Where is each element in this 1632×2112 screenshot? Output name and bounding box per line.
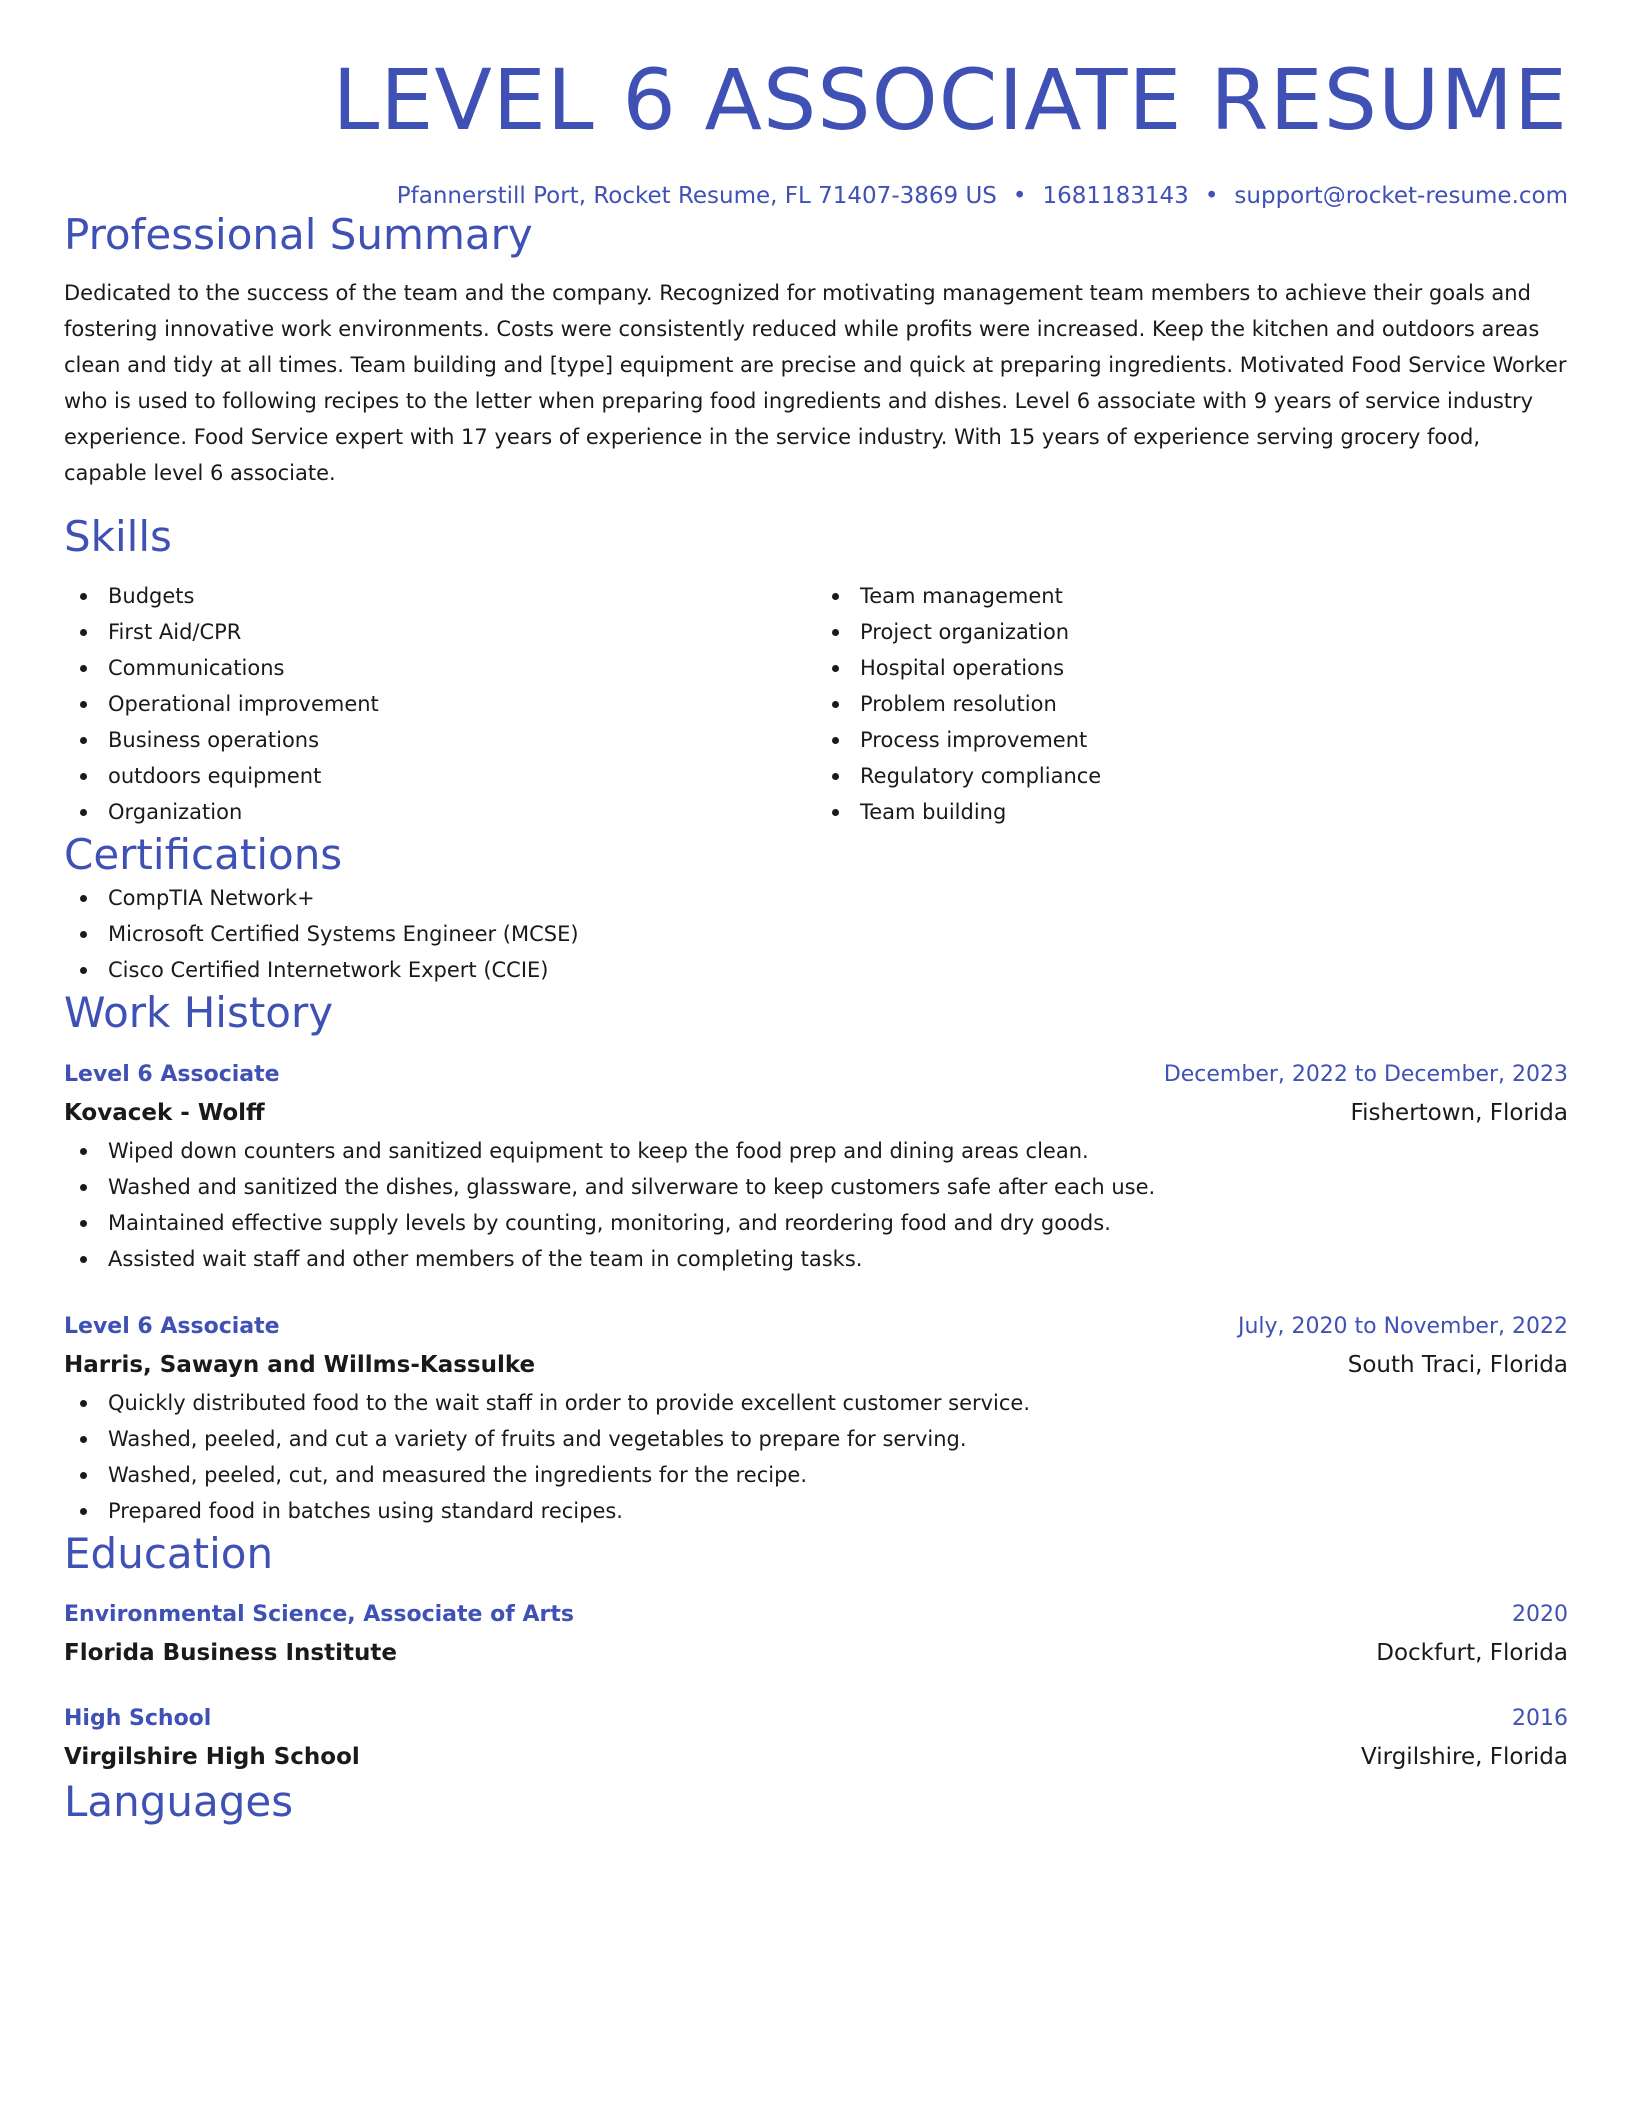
education-year: 2016: [1512, 1706, 1568, 1732]
job-role: Level 6 Associate: [64, 1313, 280, 1339]
education-location: Virgilshire, Florida: [1361, 1744, 1568, 1771]
skill-item: Process improvement: [816, 722, 1568, 758]
contact-email: support@rocket-resume.com: [1234, 182, 1568, 209]
education-year: 2020: [1512, 1602, 1568, 1628]
contact-address: Pfannerstill Port, Rocket Resume, FL 71407-3869 US: [396, 182, 997, 209]
job-location: Fishertown, Florida: [1350, 1099, 1568, 1126]
contact-separator: •: [1204, 182, 1219, 209]
certifications-heading: Certifications: [64, 829, 343, 879]
job-duties: [64, 1385, 1568, 1529]
contact-phone: 1681183143: [1042, 182, 1189, 209]
education-school: Virgilshire High School: [64, 1744, 360, 1771]
job-duties: [64, 1133, 1568, 1277]
education-entry: [64, 1701, 1568, 1777]
job-duty: Washed and sanitized the dishes, glassware, and silverware to keep customers safe after each use.: [64, 1169, 1568, 1205]
resume-title: LEVEL 6 ASSOCIATE RESUME: [332, 51, 1568, 149]
job-company: Kovacek - Wolff: [64, 1099, 265, 1126]
summary-text: Dedicated to the success of the team and the company. Recognized for motivating management team members to achieve their goals and fostering innovative work environments. Costs were consistently reduced while profits were increased. Keep the kitchen and outdoors areas clean and tidy at all times. Team building and [type] equipment are precise and quick at preparing ingredients. Motivated Food Service Worker who is used to following recipes to the letter when preparing food ingredients and dishes. Level 6 associate with 9 years of service industry experience. Food Service expert with 17 years of experience in the service industry. With 15 years of experience serving grocery food, capable level 6 associate.: [64, 280, 1567, 485]
certification-item: Cisco Certified Internetwork Expert (CCIE): [64, 952, 1568, 988]
job-entry: [64, 1057, 1568, 1277]
certifications-list: [64, 880, 1568, 988]
job-duty: Prepared food in batches using standard recipes.: [64, 1493, 1568, 1529]
job-company: Harris, Sawayn and Willms-Kassulke: [64, 1351, 536, 1378]
job-entry: [64, 1309, 1568, 1529]
work-history-heading: Work History: [64, 988, 334, 1038]
job-duty: Assisted wait staff and other members of the team in completing tasks.: [64, 1241, 1568, 1277]
contact-line: [64, 183, 1568, 211]
skill-item: Project organization: [816, 614, 1568, 650]
education-degree: High School: [64, 1706, 212, 1732]
education-school: Florida Business Institute: [64, 1640, 397, 1667]
skill-item: Business operations: [64, 722, 816, 758]
skills-heading: Skills: [64, 511, 172, 561]
skills-column-right: [816, 578, 1568, 830]
job-role: Level 6 Associate: [64, 1061, 280, 1087]
job-duty: Quickly distributed food to the wait staff in order to provide excellent customer service.: [64, 1385, 1568, 1421]
education-degree: Environmental Science, Associate of Arts: [64, 1602, 574, 1628]
skill-item: outdoors equipment: [64, 758, 816, 794]
skill-item: Problem resolution: [816, 686, 1568, 722]
job-duty: Washed, peeled, cut, and measured the ingredients for the recipe.: [64, 1457, 1568, 1493]
certification-item: CompTIA Network+: [64, 880, 1568, 916]
skill-item: Budgets: [64, 578, 816, 614]
skill-item: Communications: [64, 650, 816, 686]
summary-heading: Professional Summary: [64, 210, 533, 260]
skill-item: Team building: [816, 794, 1568, 830]
languages-heading: Languages: [64, 1777, 294, 1827]
job-dates: July, 2020 to November, 2022: [1237, 1313, 1568, 1339]
certification-item: Microsoft Certified Systems Engineer (MCSE): [64, 916, 1568, 952]
contact-separator: •: [1012, 182, 1027, 209]
skill-item: Hospital operations: [816, 650, 1568, 686]
skill-item: Team management: [816, 578, 1568, 614]
skills-column-left: [64, 578, 816, 830]
skill-item: First Aid/CPR: [64, 614, 816, 650]
education-location: Dockfurt, Florida: [1376, 1640, 1568, 1667]
education-entry: [64, 1597, 1568, 1673]
job-dates: December, 2022 to December, 2023: [1163, 1061, 1568, 1087]
job-duty: Maintained effective supply levels by counting, monitoring, and reordering food and dry goods.: [64, 1205, 1568, 1241]
skill-item: Regulatory compliance: [816, 758, 1568, 794]
job-duty: Wiped down counters and sanitized equipment to keep the food prep and dining areas clean.: [64, 1133, 1568, 1169]
skill-item: Organization: [64, 794, 816, 830]
education-heading: Education: [64, 1528, 274, 1578]
skill-item: Operational improvement: [64, 686, 816, 722]
job-duty: Washed, peeled, and cut a variety of fruits and vegetables to prepare for serving.: [64, 1421, 1568, 1457]
skills-grid: [64, 578, 1568, 830]
job-location: South Traci, Florida: [1347, 1351, 1568, 1378]
